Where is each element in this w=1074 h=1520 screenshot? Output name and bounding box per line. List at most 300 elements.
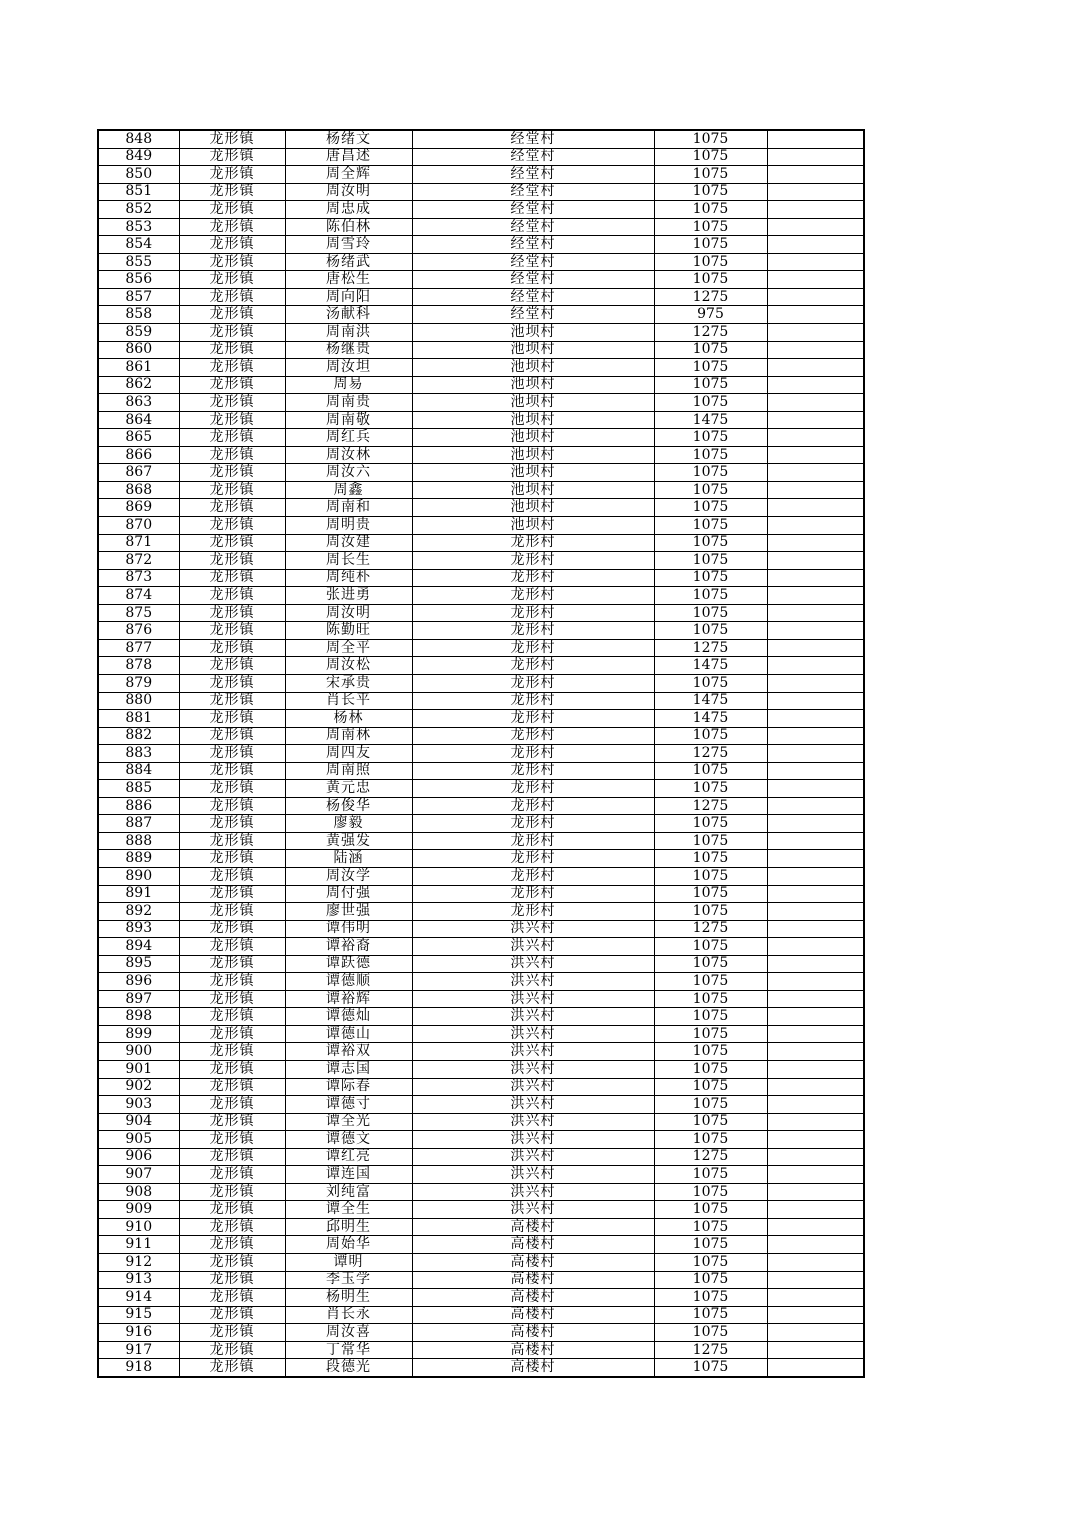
- table-row: [98, 1096, 864, 1114]
- village-cell: 池坝村: [412, 517, 654, 535]
- town-cell: 龙形镇: [179, 1043, 285, 1061]
- village-cell: 龙形村: [412, 815, 654, 833]
- town-cell: 龙形镇: [179, 1166, 285, 1184]
- town-cell: 龙形镇: [179, 797, 285, 815]
- table-row: [98, 692, 864, 710]
- table-row: [98, 867, 864, 885]
- person-name-cell: 周雪玲: [285, 236, 412, 254]
- table-row: [98, 1359, 864, 1377]
- person-name-cell: 廖世强: [285, 903, 412, 921]
- person-name-cell: 周南和: [285, 499, 412, 517]
- village-cell: 经堂村: [412, 218, 654, 236]
- village-cell: 高楼村: [412, 1254, 654, 1272]
- village-cell: 池坝村: [412, 499, 654, 517]
- amount-cell: 1075: [654, 394, 767, 412]
- town-cell: 龙形镇: [179, 359, 285, 377]
- note-cell: [767, 288, 864, 306]
- village-cell: 高楼村: [412, 1341, 654, 1359]
- table-row: [98, 710, 864, 728]
- amount-cell: 1075: [654, 341, 767, 359]
- village-cell: 经堂村: [412, 306, 654, 324]
- town-cell: 龙形镇: [179, 218, 285, 236]
- table-row: [98, 1078, 864, 1096]
- table-row: [98, 780, 864, 798]
- person-name-cell: 周汝林: [285, 446, 412, 464]
- row-number-cell: 886: [98, 797, 179, 815]
- village-cell: 龙形村: [412, 587, 654, 605]
- table-body: [98, 130, 864, 1377]
- row-number-cell: 870: [98, 517, 179, 535]
- table-row: [98, 1008, 864, 1026]
- village-cell: 龙形村: [412, 867, 654, 885]
- row-number-cell: 904: [98, 1113, 179, 1131]
- village-cell: 洪兴村: [412, 973, 654, 991]
- row-number-cell: 885: [98, 780, 179, 798]
- village-cell: 高楼村: [412, 1359, 654, 1377]
- town-cell: 龙形镇: [179, 710, 285, 728]
- village-cell: 龙形村: [412, 552, 654, 570]
- table-row: [98, 1289, 864, 1307]
- person-name-cell: 肖长永: [285, 1306, 412, 1324]
- town-cell: 龙形镇: [179, 780, 285, 798]
- table-row: [98, 973, 864, 991]
- town-cell: 龙形镇: [179, 1236, 285, 1254]
- town-cell: 龙形镇: [179, 727, 285, 745]
- town-cell: 龙形镇: [179, 552, 285, 570]
- row-number-cell: 888: [98, 832, 179, 850]
- row-number-cell: 898: [98, 1008, 179, 1026]
- note-cell: [767, 130, 864, 148]
- village-cell: 高楼村: [412, 1289, 654, 1307]
- town-cell: 龙形镇: [179, 832, 285, 850]
- amount-cell: 1075: [654, 201, 767, 219]
- table-row: [98, 201, 864, 219]
- village-cell: 龙形村: [412, 674, 654, 692]
- table-row: [98, 376, 864, 394]
- town-cell: 龙形镇: [179, 1324, 285, 1342]
- town-cell: 龙形镇: [179, 1271, 285, 1289]
- village-cell: 池坝村: [412, 446, 654, 464]
- town-cell: 龙形镇: [179, 569, 285, 587]
- table-row: [98, 1025, 864, 1043]
- town-cell: 龙形镇: [179, 1025, 285, 1043]
- town-cell: 龙形镇: [179, 622, 285, 640]
- row-number-cell: 866: [98, 446, 179, 464]
- person-name-cell: 谭连国: [285, 1166, 412, 1184]
- row-number-cell: 876: [98, 622, 179, 640]
- amount-cell: 1075: [654, 815, 767, 833]
- town-cell: 龙形镇: [179, 236, 285, 254]
- row-number-cell: 918: [98, 1359, 179, 1377]
- town-cell: 龙形镇: [179, 1306, 285, 1324]
- row-number-cell: 889: [98, 850, 179, 868]
- row-number-cell: 917: [98, 1341, 179, 1359]
- amount-cell: 1075: [654, 832, 767, 850]
- village-cell: 洪兴村: [412, 1096, 654, 1114]
- row-number-cell: 911: [98, 1236, 179, 1254]
- table-row: [98, 762, 864, 780]
- town-cell: 龙形镇: [179, 411, 285, 429]
- village-cell: 洪兴村: [412, 1131, 654, 1149]
- person-name-cell: 杨继贵: [285, 341, 412, 359]
- row-number-cell: 901: [98, 1060, 179, 1078]
- town-cell: 龙形镇: [179, 955, 285, 973]
- person-name-cell: 肖长平: [285, 692, 412, 710]
- amount-cell: 1075: [654, 1236, 767, 1254]
- person-name-cell: 周汝明: [285, 183, 412, 201]
- note-cell: [767, 1096, 864, 1114]
- amount-cell: 1075: [654, 481, 767, 499]
- person-name-cell: 周汝松: [285, 657, 412, 675]
- row-number-cell: 882: [98, 727, 179, 745]
- row-number-cell: 860: [98, 341, 179, 359]
- person-name-cell: 周南照: [285, 762, 412, 780]
- village-cell: 洪兴村: [412, 1060, 654, 1078]
- row-number-cell: 913: [98, 1271, 179, 1289]
- table-row: [98, 130, 864, 148]
- village-cell: 高楼村: [412, 1236, 654, 1254]
- town-cell: 龙形镇: [179, 394, 285, 412]
- person-name-cell: 谭裕裔: [285, 938, 412, 956]
- village-cell: 池坝村: [412, 411, 654, 429]
- note-cell: [767, 411, 864, 429]
- village-cell: 龙形村: [412, 604, 654, 622]
- table-row: [98, 324, 864, 342]
- person-name-cell: 刘纯富: [285, 1183, 412, 1201]
- amount-cell: 1075: [654, 446, 767, 464]
- row-number-cell: 867: [98, 464, 179, 482]
- town-cell: 龙形镇: [179, 1218, 285, 1236]
- person-name-cell: 谭志国: [285, 1060, 412, 1078]
- town-cell: 龙形镇: [179, 674, 285, 692]
- table-row: [98, 850, 864, 868]
- town-cell: 龙形镇: [179, 1096, 285, 1114]
- table-row: [98, 464, 864, 482]
- amount-cell: 1275: [654, 920, 767, 938]
- row-number-cell: 916: [98, 1324, 179, 1342]
- amount-cell: 1075: [654, 1078, 767, 1096]
- amount-cell: 1075: [654, 148, 767, 166]
- note-cell: [767, 517, 864, 535]
- table-row: [98, 394, 864, 412]
- note-cell: [767, 990, 864, 1008]
- row-number-cell: 850: [98, 166, 179, 184]
- town-cell: 龙形镇: [179, 1183, 285, 1201]
- note-cell: [767, 429, 864, 447]
- person-name-cell: 周南敬: [285, 411, 412, 429]
- person-name-cell: 周汝明: [285, 604, 412, 622]
- person-name-cell: 谭德顺: [285, 973, 412, 991]
- amount-cell: 1075: [654, 1201, 767, 1219]
- note-cell: [767, 745, 864, 763]
- village-cell: 池坝村: [412, 324, 654, 342]
- village-cell: 洪兴村: [412, 1043, 654, 1061]
- note-cell: [767, 1341, 864, 1359]
- amount-cell: 1075: [654, 903, 767, 921]
- person-name-cell: 汤献科: [285, 306, 412, 324]
- row-number-cell: 865: [98, 429, 179, 447]
- person-name-cell: 谭红亮: [285, 1148, 412, 1166]
- town-cell: 龙形镇: [179, 973, 285, 991]
- row-number-cell: 894: [98, 938, 179, 956]
- note-cell: [767, 341, 864, 359]
- note-cell: [767, 797, 864, 815]
- row-number-cell: 878: [98, 657, 179, 675]
- amount-cell: 1075: [654, 938, 767, 956]
- village-cell: 池坝村: [412, 359, 654, 377]
- table-row: [98, 148, 864, 166]
- note-cell: [767, 464, 864, 482]
- note-cell: [767, 727, 864, 745]
- note-cell: [767, 569, 864, 587]
- person-name-cell: 黄元忠: [285, 780, 412, 798]
- amount-cell: 1075: [654, 1183, 767, 1201]
- person-name-cell: 黄强发: [285, 832, 412, 850]
- note-cell: [767, 394, 864, 412]
- village-cell: 高楼村: [412, 1271, 654, 1289]
- village-cell: 洪兴村: [412, 920, 654, 938]
- note-cell: [767, 324, 864, 342]
- village-cell: 龙形村: [412, 885, 654, 903]
- village-cell: 龙形村: [412, 622, 654, 640]
- row-number-cell: 883: [98, 745, 179, 763]
- person-name-cell: 周汝坦: [285, 359, 412, 377]
- table-row: [98, 534, 864, 552]
- village-cell: 池坝村: [412, 481, 654, 499]
- town-cell: 龙形镇: [179, 1078, 285, 1096]
- town-cell: 龙形镇: [179, 288, 285, 306]
- table-row: [98, 1236, 864, 1254]
- person-name-cell: 周红兵: [285, 429, 412, 447]
- table-row: [98, 587, 864, 605]
- village-cell: 龙形村: [412, 903, 654, 921]
- person-name-cell: 周长生: [285, 552, 412, 570]
- table-row: [98, 1218, 864, 1236]
- table-row: [98, 411, 864, 429]
- village-cell: 洪兴村: [412, 1148, 654, 1166]
- table-row: [98, 745, 864, 763]
- village-cell: 池坝村: [412, 394, 654, 412]
- amount-cell: 1075: [654, 517, 767, 535]
- note-cell: [767, 710, 864, 728]
- table-row: [98, 657, 864, 675]
- town-cell: 龙形镇: [179, 499, 285, 517]
- note-cell: [767, 1008, 864, 1026]
- village-cell: 经堂村: [412, 183, 654, 201]
- amount-cell: 1075: [654, 1166, 767, 1184]
- person-name-cell: 杨绪文: [285, 130, 412, 148]
- amount-cell: 1275: [654, 797, 767, 815]
- note-cell: [767, 1271, 864, 1289]
- table-row: [98, 920, 864, 938]
- village-cell: 经堂村: [412, 271, 654, 289]
- village-cell: 高楼村: [412, 1306, 654, 1324]
- amount-cell: 1075: [654, 1113, 767, 1131]
- note-cell: [767, 1183, 864, 1201]
- person-name-cell: 周鑫: [285, 481, 412, 499]
- village-cell: 洪兴村: [412, 1025, 654, 1043]
- row-number-cell: 907: [98, 1166, 179, 1184]
- village-cell: 龙形村: [412, 762, 654, 780]
- note-cell: [767, 481, 864, 499]
- town-cell: 龙形镇: [179, 446, 285, 464]
- amount-cell: 1075: [654, 1289, 767, 1307]
- row-number-cell: 897: [98, 990, 179, 1008]
- person-name-cell: 张进勇: [285, 587, 412, 605]
- row-number-cell: 854: [98, 236, 179, 254]
- note-cell: [767, 762, 864, 780]
- table-row: [98, 604, 864, 622]
- table-row: [98, 674, 864, 692]
- table-row: [98, 1254, 864, 1272]
- person-name-cell: 周汝喜: [285, 1324, 412, 1342]
- person-name-cell: 周明贵: [285, 517, 412, 535]
- amount-cell: 1075: [654, 183, 767, 201]
- row-number-cell: 871: [98, 534, 179, 552]
- table-row: [98, 1306, 864, 1324]
- amount-cell: 1475: [654, 657, 767, 675]
- table-row: [98, 1113, 864, 1131]
- amount-cell: 1075: [654, 867, 767, 885]
- note-cell: [767, 973, 864, 991]
- row-number-cell: 863: [98, 394, 179, 412]
- amount-cell: 1475: [654, 710, 767, 728]
- note-cell: [767, 815, 864, 833]
- note-cell: [767, 1166, 864, 1184]
- note-cell: [767, 903, 864, 921]
- table-row: [98, 1060, 864, 1078]
- person-name-cell: 宋承贵: [285, 674, 412, 692]
- person-name-cell: 周全辉: [285, 166, 412, 184]
- amount-cell: 1075: [654, 1043, 767, 1061]
- row-number-cell: 908: [98, 1183, 179, 1201]
- table-row: [98, 552, 864, 570]
- row-number-cell: 905: [98, 1131, 179, 1149]
- village-cell: 洪兴村: [412, 990, 654, 1008]
- village-cell: 池坝村: [412, 464, 654, 482]
- amount-cell: 1275: [654, 639, 767, 657]
- village-cell: 龙形村: [412, 780, 654, 798]
- town-cell: 龙形镇: [179, 587, 285, 605]
- amount-cell: 1075: [654, 534, 767, 552]
- table-row: [98, 1148, 864, 1166]
- town-cell: 龙形镇: [179, 903, 285, 921]
- note-cell: [767, 359, 864, 377]
- amount-cell: 1075: [654, 253, 767, 271]
- amount-cell: 1075: [654, 569, 767, 587]
- person-name-cell: 周南林: [285, 727, 412, 745]
- table-row: [98, 481, 864, 499]
- table-row: [98, 639, 864, 657]
- table-row: [98, 622, 864, 640]
- table-row: [98, 359, 864, 377]
- person-name-cell: 谭际春: [285, 1078, 412, 1096]
- person-name-cell: 周四友: [285, 745, 412, 763]
- row-number-cell: 910: [98, 1218, 179, 1236]
- village-cell: 洪兴村: [412, 1113, 654, 1131]
- amount-cell: 1075: [654, 166, 767, 184]
- village-cell: 洪兴村: [412, 1008, 654, 1026]
- note-cell: [767, 1289, 864, 1307]
- row-number-cell: 855: [98, 253, 179, 271]
- amount-cell: 1275: [654, 1341, 767, 1359]
- row-number-cell: 903: [98, 1096, 179, 1114]
- town-cell: 龙形镇: [179, 938, 285, 956]
- person-name-cell: 谭德文: [285, 1131, 412, 1149]
- village-cell: 高楼村: [412, 1218, 654, 1236]
- village-cell: 经堂村: [412, 130, 654, 148]
- person-name-cell: 谭裕双: [285, 1043, 412, 1061]
- village-cell: 经堂村: [412, 288, 654, 306]
- town-cell: 龙形镇: [179, 815, 285, 833]
- amount-cell: 1075: [654, 780, 767, 798]
- amount-cell: 1075: [654, 1359, 767, 1377]
- town-cell: 龙形镇: [179, 1254, 285, 1272]
- note-cell: [767, 639, 864, 657]
- person-name-cell: 李玉学: [285, 1271, 412, 1289]
- person-name-cell: 周纯朴: [285, 569, 412, 587]
- amount-cell: 1075: [654, 973, 767, 991]
- row-number-cell: 887: [98, 815, 179, 833]
- row-number-cell: 880: [98, 692, 179, 710]
- person-name-cell: 陈勤旺: [285, 622, 412, 640]
- person-name-cell: 谭德寸: [285, 1096, 412, 1114]
- town-cell: 龙形镇: [179, 692, 285, 710]
- note-cell: [767, 534, 864, 552]
- table-row: [98, 1201, 864, 1219]
- note-cell: [767, 376, 864, 394]
- row-number-cell: 879: [98, 674, 179, 692]
- row-number-cell: 892: [98, 903, 179, 921]
- table-row: [98, 517, 864, 535]
- table-row: [98, 1131, 864, 1149]
- note-cell: [767, 850, 864, 868]
- row-number-cell: 874: [98, 587, 179, 605]
- person-name-cell: 谭全光: [285, 1113, 412, 1131]
- note-cell: [767, 867, 864, 885]
- town-cell: 龙形镇: [179, 745, 285, 763]
- town-cell: 龙形镇: [179, 1359, 285, 1377]
- amount-cell: 1075: [654, 552, 767, 570]
- note-cell: [767, 1201, 864, 1219]
- row-number-cell: 909: [98, 1201, 179, 1219]
- note-cell: [767, 218, 864, 236]
- row-number-cell: 868: [98, 481, 179, 499]
- amount-cell: 1075: [654, 429, 767, 447]
- village-cell: 龙形村: [412, 745, 654, 763]
- amount-cell: 1075: [654, 674, 767, 692]
- amount-cell: 1275: [654, 288, 767, 306]
- person-name-cell: 周汝六: [285, 464, 412, 482]
- person-name-cell: 杨绪武: [285, 253, 412, 271]
- table-row: [98, 1341, 864, 1359]
- table-row: [98, 253, 864, 271]
- amount-cell: 1275: [654, 324, 767, 342]
- person-name-cell: 杨林: [285, 710, 412, 728]
- person-name-cell: 周忠成: [285, 201, 412, 219]
- table-row: [98, 727, 864, 745]
- table-row: [98, 183, 864, 201]
- table-row: [98, 955, 864, 973]
- row-number-cell: 849: [98, 148, 179, 166]
- village-cell: 龙形村: [412, 797, 654, 815]
- town-cell: 龙形镇: [179, 1008, 285, 1026]
- row-number-cell: 869: [98, 499, 179, 517]
- row-number-cell: 902: [98, 1078, 179, 1096]
- note-cell: [767, 1236, 864, 1254]
- note-cell: [767, 552, 864, 570]
- note-cell: [767, 1025, 864, 1043]
